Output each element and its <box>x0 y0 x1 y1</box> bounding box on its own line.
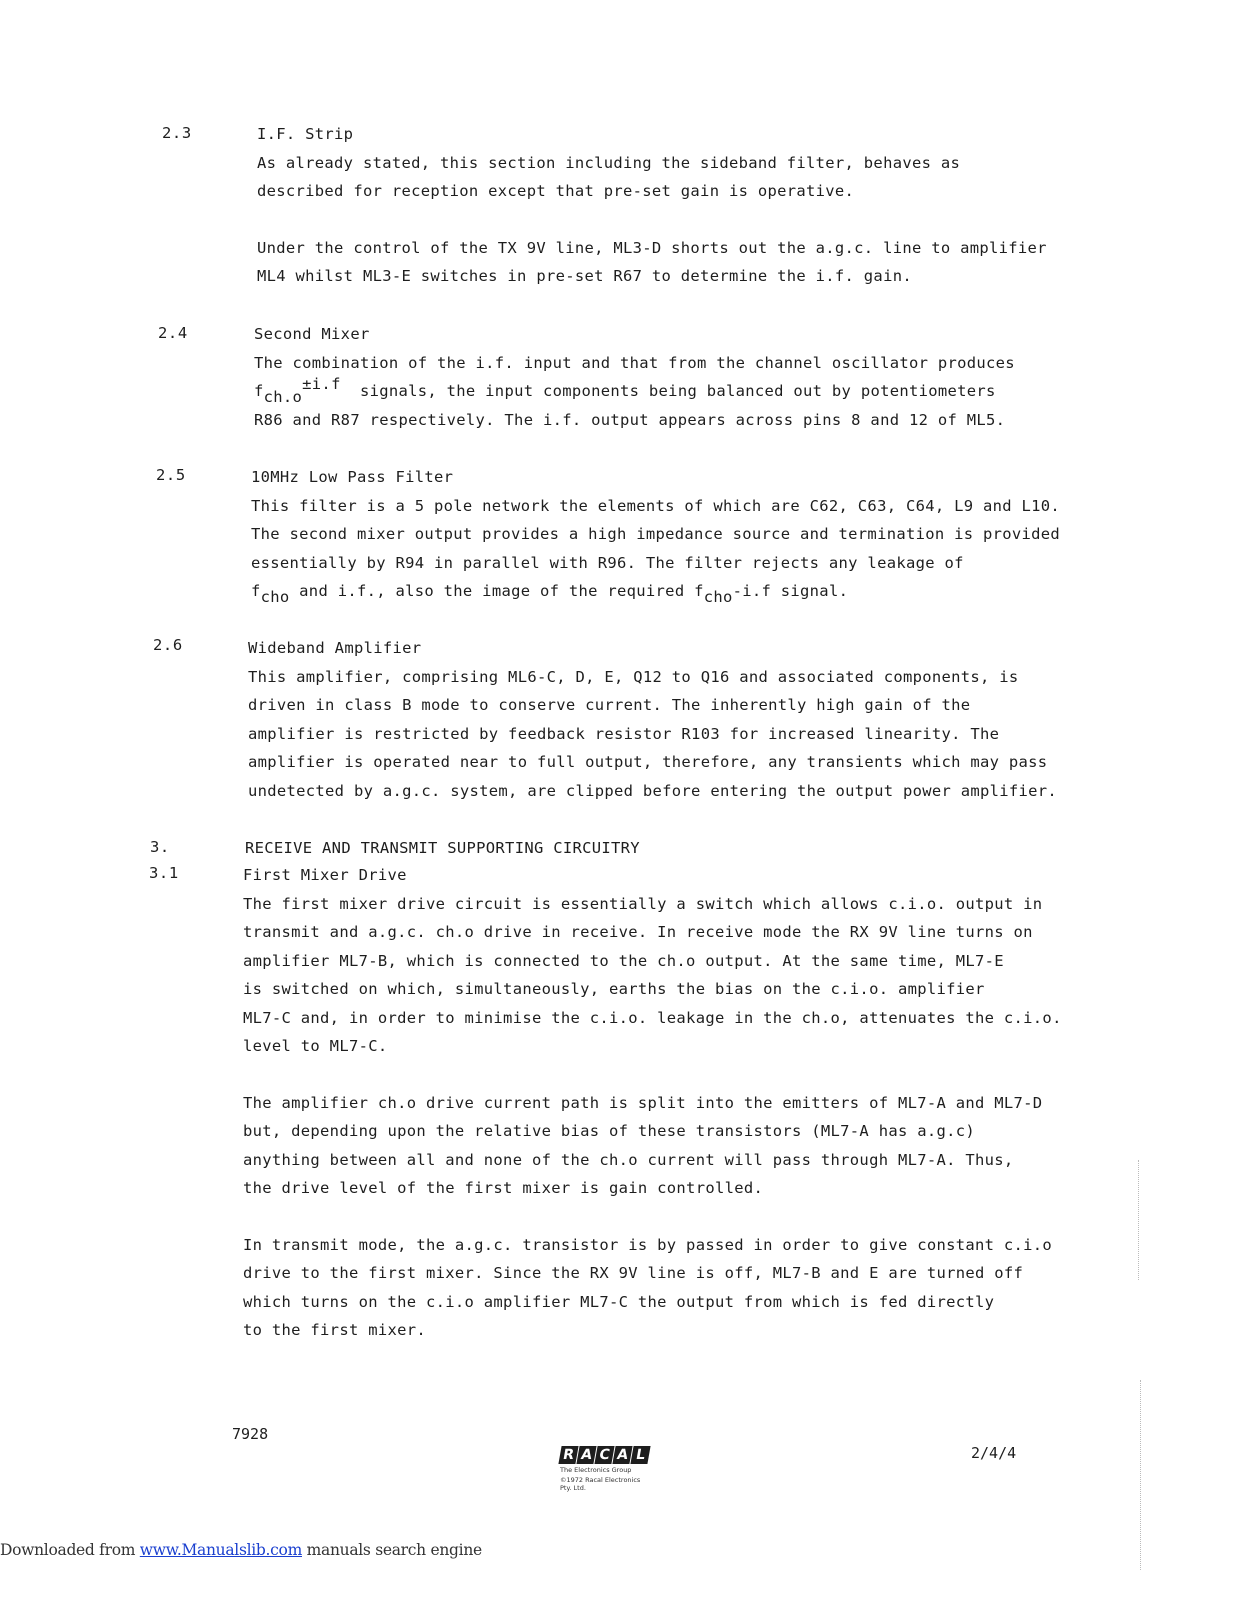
logo-letter: L <box>630 1446 650 1464</box>
text-line: the drive level of the first mixer is gain controlled. <box>243 1179 764 1197</box>
text-line: is switched on which, simultaneously, earths the bias on the c.i.o. amplifier <box>243 980 985 998</box>
section-number: 3.1 <box>149 864 179 882</box>
logo-copyright: ©1972 Racal Electronics Pty. Ltd. <box>560 1476 641 1492</box>
document-number: 7928 <box>232 1425 269 1443</box>
text-line: ML4 whilst ML3-E switches in pre-set R67 to determine the i.f. gain. <box>257 267 912 285</box>
scan-edge-mark <box>1140 1380 1142 1570</box>
section-2-4 <box>254 320 1054 434</box>
subscript: ch.o <box>263 388 303 406</box>
text-line: described for reception except that pre-set gain is operative. <box>257 182 855 200</box>
text-line <box>251 577 1071 606</box>
section-2-5 <box>251 463 1071 606</box>
section-2-3 <box>257 120 1057 291</box>
plus-minus-term: ±i.f <box>302 375 341 393</box>
logo-tagline: The Electronics Group <box>560 1466 632 1474</box>
text-line: which turns on the c.i.o amplifier ML7-C the output from which is fed directly <box>243 1292 995 1311</box>
subscript: cho <box>703 588 733 606</box>
text-line: essentially by R94 in parallel with R96. The filter rejects any leakage of <box>251 553 964 572</box>
section-3-1 <box>243 861 1063 1345</box>
text-line: to the first mixer. <box>243 1321 427 1339</box>
text-line: The second mixer output provides a high impedance source and termination is provided <box>251 525 1061 543</box>
section-number: 2.5 <box>156 466 186 484</box>
text-line: transmit and a.g.c. ch.o drive in receive. In receive mode the RX 9V line turns on <box>243 923 1033 941</box>
download-suffix: manuals search engine <box>302 1541 482 1559</box>
text-line: amplifier is operated near to full output, therefore, any transients which may pass <box>248 753 1048 771</box>
text-line <box>254 377 1054 406</box>
section-heading: Wideband Amplifier <box>248 639 422 657</box>
download-attribution <box>0 1541 482 1559</box>
logo-letter: A <box>612 1446 632 1464</box>
text-line: but, depending upon the relative bias of these transistors (ML7-A has a.g.c) <box>243 1122 976 1140</box>
text-run: signals, the input components being balanced out by potentiometers <box>340 382 996 400</box>
logo-letter: C <box>594 1446 614 1464</box>
logo-wordmark <box>558 1446 653 1464</box>
text-line: ML7-C and, in order to minimise the c.i.o. leakage in the ch.o, attenuates the c.i.o. <box>243 1008 1062 1027</box>
page-reference: 2/4/4 <box>971 1444 1017 1462</box>
text-line: As already stated, this section including the sideband filter, behaves as <box>257 153 961 172</box>
section-number: 2.3 <box>162 124 192 142</box>
text-line: driven in class B mode to conserve current. The inherently high gain of the <box>248 696 971 714</box>
text-run: and i.f., also the image of the required f <box>289 582 704 600</box>
section-heading: 10MHz Low Pass Filter <box>251 468 454 486</box>
scan-edge-mark <box>1138 1160 1140 1280</box>
text-run: -i.f signal. <box>732 582 849 600</box>
text-line: undetected by a.g.c. system, are clipped before entering the output power amplifier. <box>248 781 1058 800</box>
text-line: The amplifier ch.o drive current path is split into the emitters of ML7-A and ML7-D <box>243 1093 1043 1112</box>
logo-letter: R <box>558 1446 578 1464</box>
text-line: drive to the first mixer. Since the RX 9V line is off, ML7-B and E are turned off <box>243 1264 1024 1282</box>
section-heading: I.F. Strip <box>257 125 354 143</box>
text-line: This filter is a 5 pole network the elements of which are C62, C63, C64, L9 and L10. <box>251 496 1061 515</box>
download-prefix: Downloaded from <box>0 1541 140 1559</box>
text-line: R86 and R87 respectively. The i.f. output appears across pins 8 and 12 of ML5. <box>254 410 1006 429</box>
frequency-symbol: f <box>251 582 261 600</box>
manualslib-link[interactable]: www.Manualslib.com <box>139 1541 302 1559</box>
text-line: Under the control of the TX 9V line, ML3-D shorts out the a.g.c. line to amplifier <box>257 238 1047 257</box>
section-number: 3. <box>150 838 170 856</box>
chapter-heading <box>245 834 1045 863</box>
frequency-symbol: f <box>254 382 264 400</box>
logo-letter: A <box>576 1446 596 1464</box>
text-line: This amplifier, comprising ML6-C, D, E, Q12 to Q16 and associated components, is <box>248 667 1019 686</box>
text-line: The first mixer drive circuit is essentially a switch which allows c.i.o. output in <box>243 894 1043 913</box>
text-line: amplifier ML7-B, which is connected to the ch.o output. At the same time, ML7-E <box>243 951 1004 970</box>
text-line: anything between all and none of the ch.o current will pass through ML7-A. Thus, <box>243 1150 1014 1169</box>
racal-logo <box>560 1446 652 1492</box>
text-line: level to ML7-C. <box>243 1037 388 1055</box>
section-2-6 <box>248 634 1068 805</box>
text-line: The combination of the i.f. input and that from the channel oscillator produces <box>254 353 1015 372</box>
section-number: 2.4 <box>158 324 188 342</box>
text-line: In transmit mode, the a.g.c. transistor is by passed in order to give constant c.i.o <box>243 1235 1053 1254</box>
subscript: cho <box>260 588 290 606</box>
text-line: amplifier is restricted by feedback resistor R103 for increased linearity. The <box>248 724 1000 743</box>
section-heading: RECEIVE AND TRANSMIT SUPPORTING CIRCUITRY <box>245 839 640 857</box>
section-heading: Second Mixer <box>254 325 370 343</box>
section-heading: First Mixer Drive <box>243 866 407 884</box>
section-number: 2.6 <box>153 636 183 654</box>
